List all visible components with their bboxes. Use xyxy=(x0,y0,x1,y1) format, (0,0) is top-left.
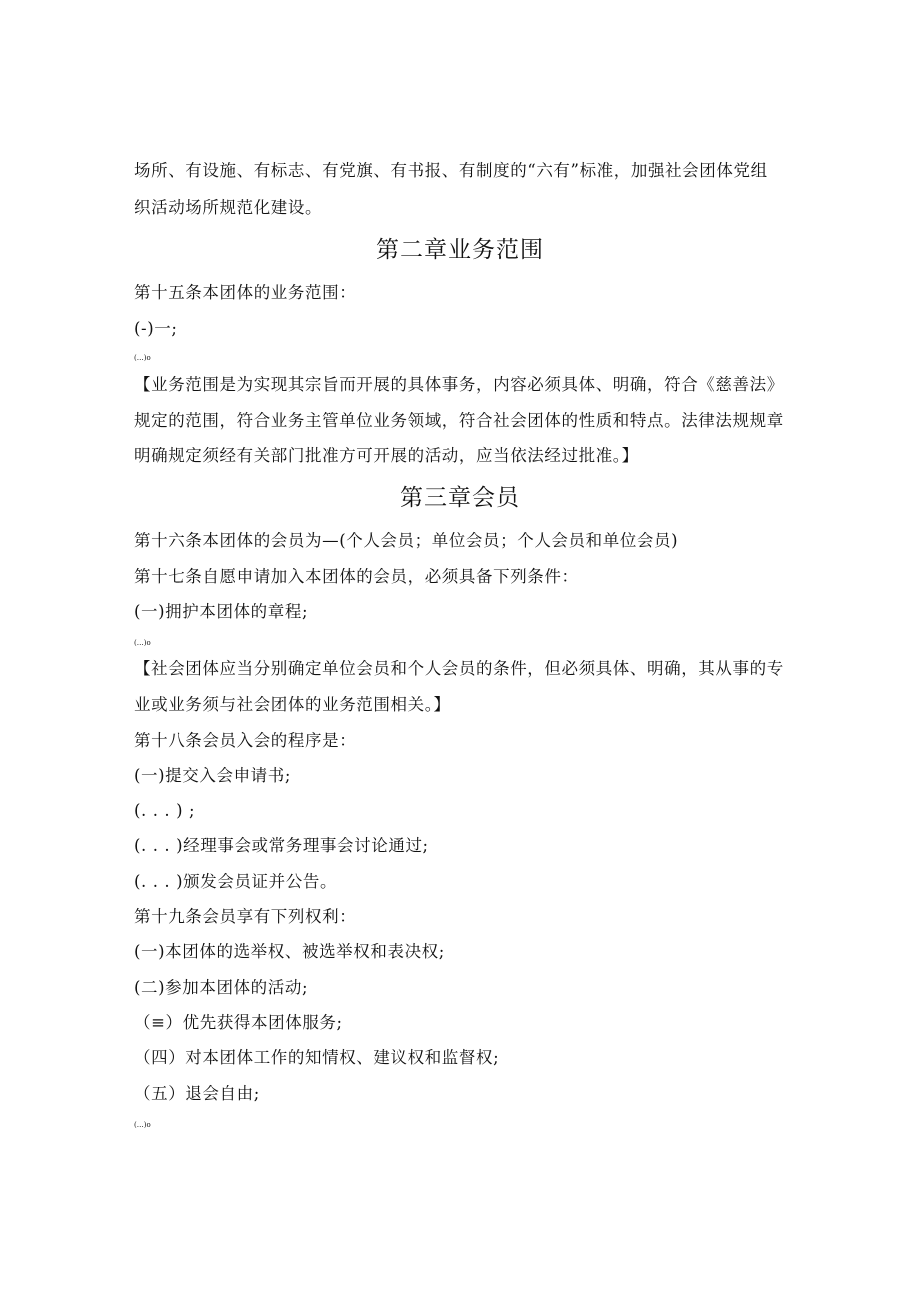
article-19-item-2: (二)参加本团体的活动; xyxy=(134,978,309,997)
chapter-3-title: 第三章会员 xyxy=(400,485,520,511)
intro-paragraph-line-1: 场所、有设施、有标志、有党旗、有书报、有制度的“六有”标准，加强社会团体党组 xyxy=(134,161,768,180)
article-18-item-4: (. . . )颁发会员证并公告。 xyxy=(134,872,338,891)
article-17: 第十七条自愿申请加入本团体的会员，必须具备下列条件： xyxy=(134,567,579,586)
article-18-item-1: (一)提交入会申请书; xyxy=(134,766,292,785)
article-19-item-1: (一)本团体的选举权、被选举权和表决权; xyxy=(134,942,445,961)
members-note-line-2: 业或业务须与社会团体的业务范围相关。】 xyxy=(134,695,451,714)
article-19-item-3: （≡）优先获得本团体服务; xyxy=(134,1013,343,1032)
scope-note-line-1: 【业务范围是为实现其宗旨而开展的具体事务，内容必须具体、明确，符合《慈善法》 xyxy=(134,375,784,394)
article-17-item-1: (一)拥护本团体的章程; xyxy=(134,602,309,621)
article-18: 第十八条会员入会的程序是： xyxy=(134,731,357,750)
scope-note-line-2: 规定的范围，符合业务主管单位业务领域，符合社会团体的性质和特点。法律法规规章 xyxy=(134,411,784,430)
ellipsis-marker-3: (…)o xyxy=(134,1121,151,1129)
article-16: 第十六条本团体的会员为—(个人会员；单位会员；个人会员和单位会员) xyxy=(134,531,679,550)
scope-note-line-3: 明确规定须经有关部门批准方可开展的活动，应当依法经过批准。】 xyxy=(134,446,639,465)
article-19: 第十九条会员享有下列权利： xyxy=(134,907,357,926)
article-19-item-5: （五）退会自由; xyxy=(134,1084,260,1103)
article-19-item-4: （四）对本团体工作的知情权、建议权和监督权; xyxy=(134,1048,500,1067)
intro-paragraph-line-2: 织活动场所规范化建设。 xyxy=(134,198,323,217)
members-note-line-1: 【社会团体应当分别确定单位会员和个人会员的条件，但必须具体、明确，其从事的专 xyxy=(134,659,784,678)
article-18-item-2: (. . . ) ; xyxy=(134,801,196,820)
ellipsis-marker-2: (…)o xyxy=(134,639,151,647)
ellipsis-marker-1: (…)o xyxy=(134,354,151,362)
article-15-item-1: (-)一; xyxy=(134,319,178,338)
article-15: 第十五条本团体的业务范围： xyxy=(134,283,357,302)
chapter-2-title: 第二章业务范围 xyxy=(376,237,544,263)
article-18-item-3: (. . . )经理事会或常务理事会讨论通过; xyxy=(134,836,429,855)
